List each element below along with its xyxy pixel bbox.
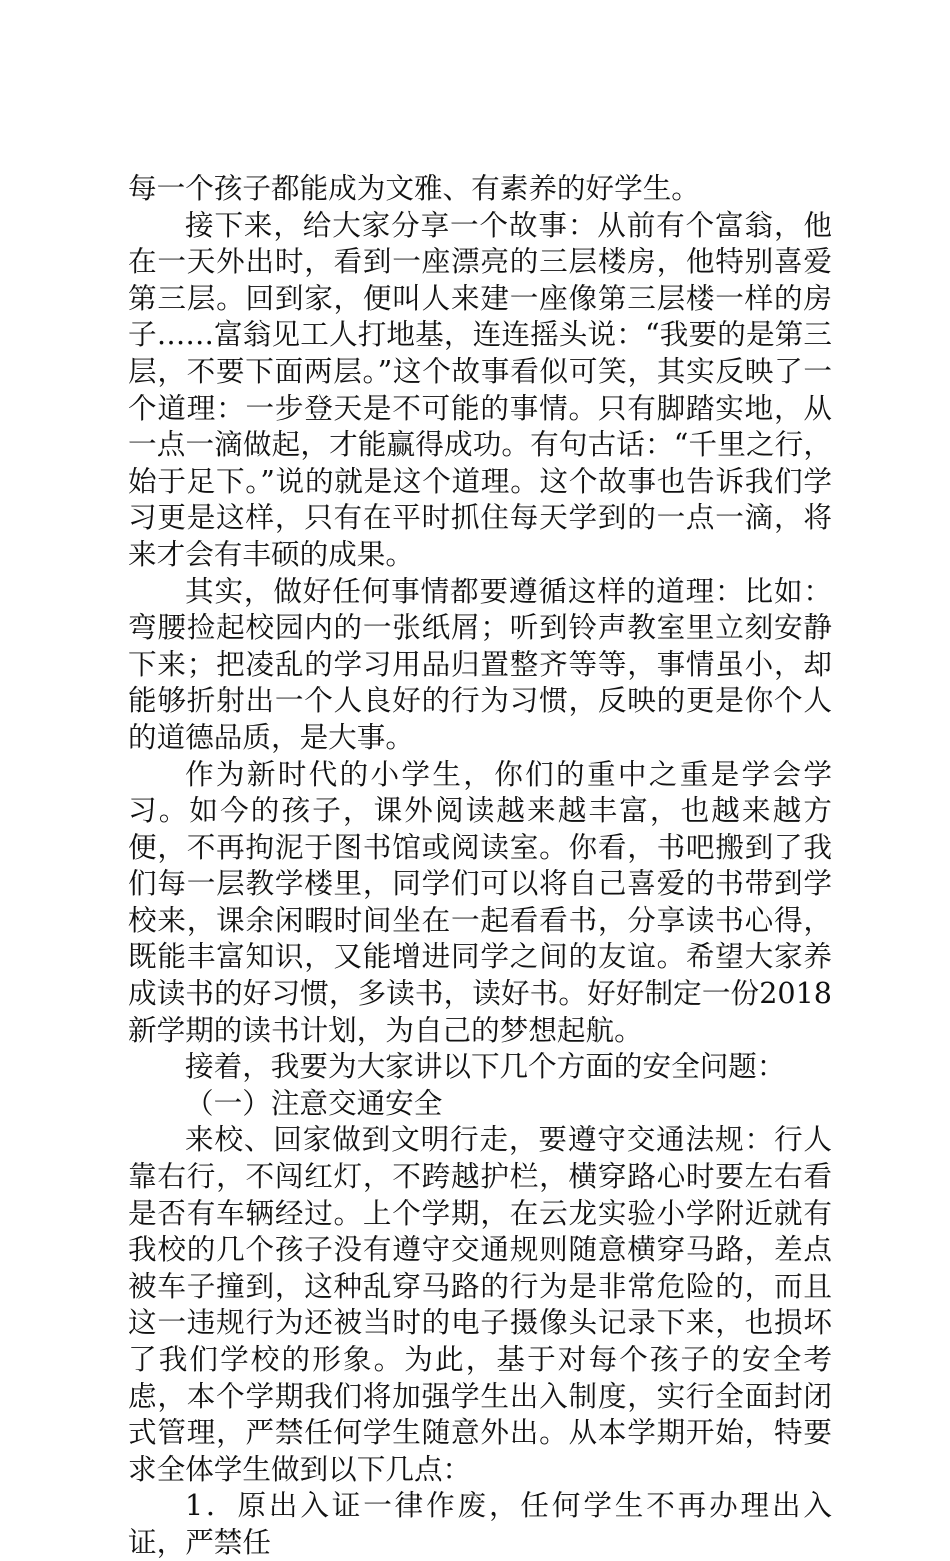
document-body — [128, 170, 832, 1561]
paragraph-3: 其实，做好任何事情都要遵循这样的道理：比如：弯腰捡起校园内的一张纸屑；听到铃声教室里立刻安静下来；把凌乱的学习用品归置整齐等等，事情虽小，却能够折射出一个人良好的行为习惯，反映的更是你个人的道德品质，是大事。 — [128, 573, 832, 754]
list-item-1: 1．原出入证一律作废，任何学生不再办理出入证，严禁任 — [128, 1488, 832, 1559]
paragraph-4: 作为新时代的小学生，你们的重中之重是学会学习。如今的孩子，课外阅读越来越丰富，也越来越方便，不再拘泥于图书馆或阅读室。你看，书吧搬到了我们每一层教学楼里，同学们可以将自己喜爱的书带到学校来，课余闲暇时间坐在一起看看书，分享读书心得，既能丰富知识，又能增进同学之间的友谊。希望大家养成读书的好习惯，多读书，读好书。好好制定一份2018新学期的读书计划，为自己的梦想起航。 — [128, 756, 832, 1047]
section-heading-traffic-safety: （一）注意交通安全 — [185, 1085, 443, 1120]
paragraph-5: 接着，我要为大家讲以下几个方面的安全问题： — [185, 1049, 786, 1084]
paragraph-1: 每一个孩子都能成为文雅、有素养的好学生。 — [128, 171, 700, 205]
paragraph-7: 来校、回家做到文明行走，要遵守交通法规：行人靠右行，不闯红灯，不跨越护栏，横穿路心时要左右看是否有车辆经过。上个学期，在云龙实验小学附近就有我校的几个孩子没有遵守交通规则随意横穿马路，差点被车子撞到，这种乱穿马路的行为是非常危险的，而且这一违规行为还被当时的电子摄像头记录下来，也损坏了我们学校的形象。为此，基于对每个孩子的安全考虑，本个学期我们将加强学生出入制度，实行全面封闭式管理，严禁任何学生随意外出。从本学期开始，特要求全体学生做到以下几点： — [128, 1122, 832, 1486]
paragraph-2: 接下来，给大家分享一个故事：从前有个富翁，他在一天外出时，看到一座漂亮的三层楼房，他特别喜爱第三层。回到家，便叫人来建一座像第三层楼一样的房子……富翁见工人打地基，连连摇头说：“我要的是第三层，不要下面两层。”这个故事看似可笑，其实反映了一个道理：一步登天是不可能的事情。只有脚踏实地，从一点一滴做起，才能赢得成功。有句古话：“千里之行，始于足下。”说的就是这个道理。这个故事也告诉我们学习更是这样，只有在平时抓住每天学到的一点一滴，将来才会有丰硕的成果。 — [128, 207, 832, 571]
